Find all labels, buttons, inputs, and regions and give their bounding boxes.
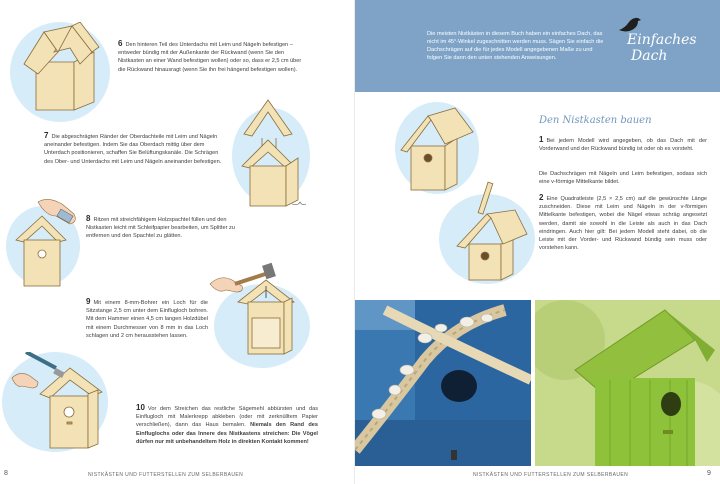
painting-illustration bbox=[6, 352, 116, 456]
step-6: 6 Den hinteren Teil des Unterdachs mit Leim und Nägeln befestigen – entweder bündig mit der Außenkante der Rückwand (wenn Sie den Nistkasten an einer Wand befestigen wollen) oder so, dass er 2,5 cm über die Rückwand hinausragt (wenn Sie ihn frei hängend befestigen wollen). bbox=[118, 39, 302, 73]
build-step-1-detail: Die Dachschrägen mit Nägeln und Leim befestigen, sodass sich eine v-förmige Mittelkante bildet. bbox=[539, 171, 707, 186]
ridge-strip-birdhouse-illustration bbox=[443, 180, 537, 286]
build-step-1: 1 Bei jedem Modell wird angegeben, ob das Dach mit der Vorderwand und der Rückwand bündig ist oder ob es vorsteht. bbox=[539, 135, 707, 153]
page-number: 8 bbox=[4, 470, 8, 477]
page-number: 9 bbox=[707, 470, 711, 477]
photo-green-birdhouse bbox=[535, 300, 720, 466]
double-roof-exploded-illustration bbox=[232, 96, 312, 214]
sanding-illustration bbox=[8, 188, 82, 292]
photo-blue-birdhouse bbox=[355, 300, 531, 466]
step-8: 8 Ritzen mit streichfähigem Holzspachtel füllen und den Nistkasten leicht mit Schleifpapier bearbeiten, um Splitter zu entfernen und den Spachtel zu glätten. bbox=[86, 214, 235, 240]
right-page bbox=[355, 0, 720, 484]
page-footer: NISTKÄSTEN UND FUTTERSTELLEN ZUM SELBERBAUEN bbox=[88, 472, 244, 478]
page-footer: NISTKÄSTEN UND FUTTERSTELLEN ZUM SELBERBAUEN bbox=[473, 472, 629, 478]
step-10: 10 Vor dem Streichen das restliche Sägemehl abbürsten und das Einflugloch mit Malerkrepp abkleben (oder mit zerknülltem Papier verschließen), dann das Haus bemalen. Niemals den Rand des Einfluglochs oder das Innere des Nistkastens streichen: Die Vögel dürfen nur mit unbehandeltem Holz in direkten Kontakt kommen! bbox=[136, 403, 318, 445]
banner-title: Einfaches Dach bbox=[627, 32, 697, 64]
section-title: Den Nistkasten bauen bbox=[539, 115, 652, 126]
hammering-illustration bbox=[208, 258, 312, 368]
left-page bbox=[0, 0, 355, 484]
banner-text: Die meisten Nistkästen in diesem Buch haben ein einfaches Dach, das nicht im 45°-Winkel zugeschnitten werden muss. Sägen Sie einfach die Dachschrägen auf die für jedes Modell angegebenen Maße zu und folgen Sie dann den unten stehenden Anweisungen. bbox=[427, 31, 604, 61]
birdhouse-roof-illustration bbox=[14, 22, 114, 117]
step-9: 9 Mit einem 8-mm-Bohrer ein Loch für die Sitzstange 2,5 cm unter dem Einflugloch bohren. Mit dem Hammer einen 4,5 cm langen Holzdübel mit einem Durchmesser von 8 mm in das Loch schlagen und 2 cm herausstehen lassen. bbox=[86, 297, 208, 339]
build-step-2: 2 Eine Quadratleiste (2,5 × 2,5 cm) auf die gewünschte Länge zuschneiden. Diese mit Leim und Nägeln in der v-förmigen Mittelkante befestigen, wobei die Nägel etwas schräg angesetzt werden, damit sie sowohl in die Leiste als auch in das Dach eindringen. Auch hier gilt: Bei jedem Modell steht dabei, ob die Leiste mit der Vorder- und Rückwand bündig sein muss oder vorstehen kann. bbox=[539, 193, 707, 252]
step-7: 7 Die abgeschrägten Ränder der Oberdachteile mit Leim und Nägeln aneinander befestigen. Indem Sie das Oberdach mittig über dem Unterdach positionieren, schaffen Sie Belüftungskanäle. Die Schrägen des Ober- und Unterdachs mit Leim und Nägeln aneinander befestigen. bbox=[44, 131, 222, 165]
